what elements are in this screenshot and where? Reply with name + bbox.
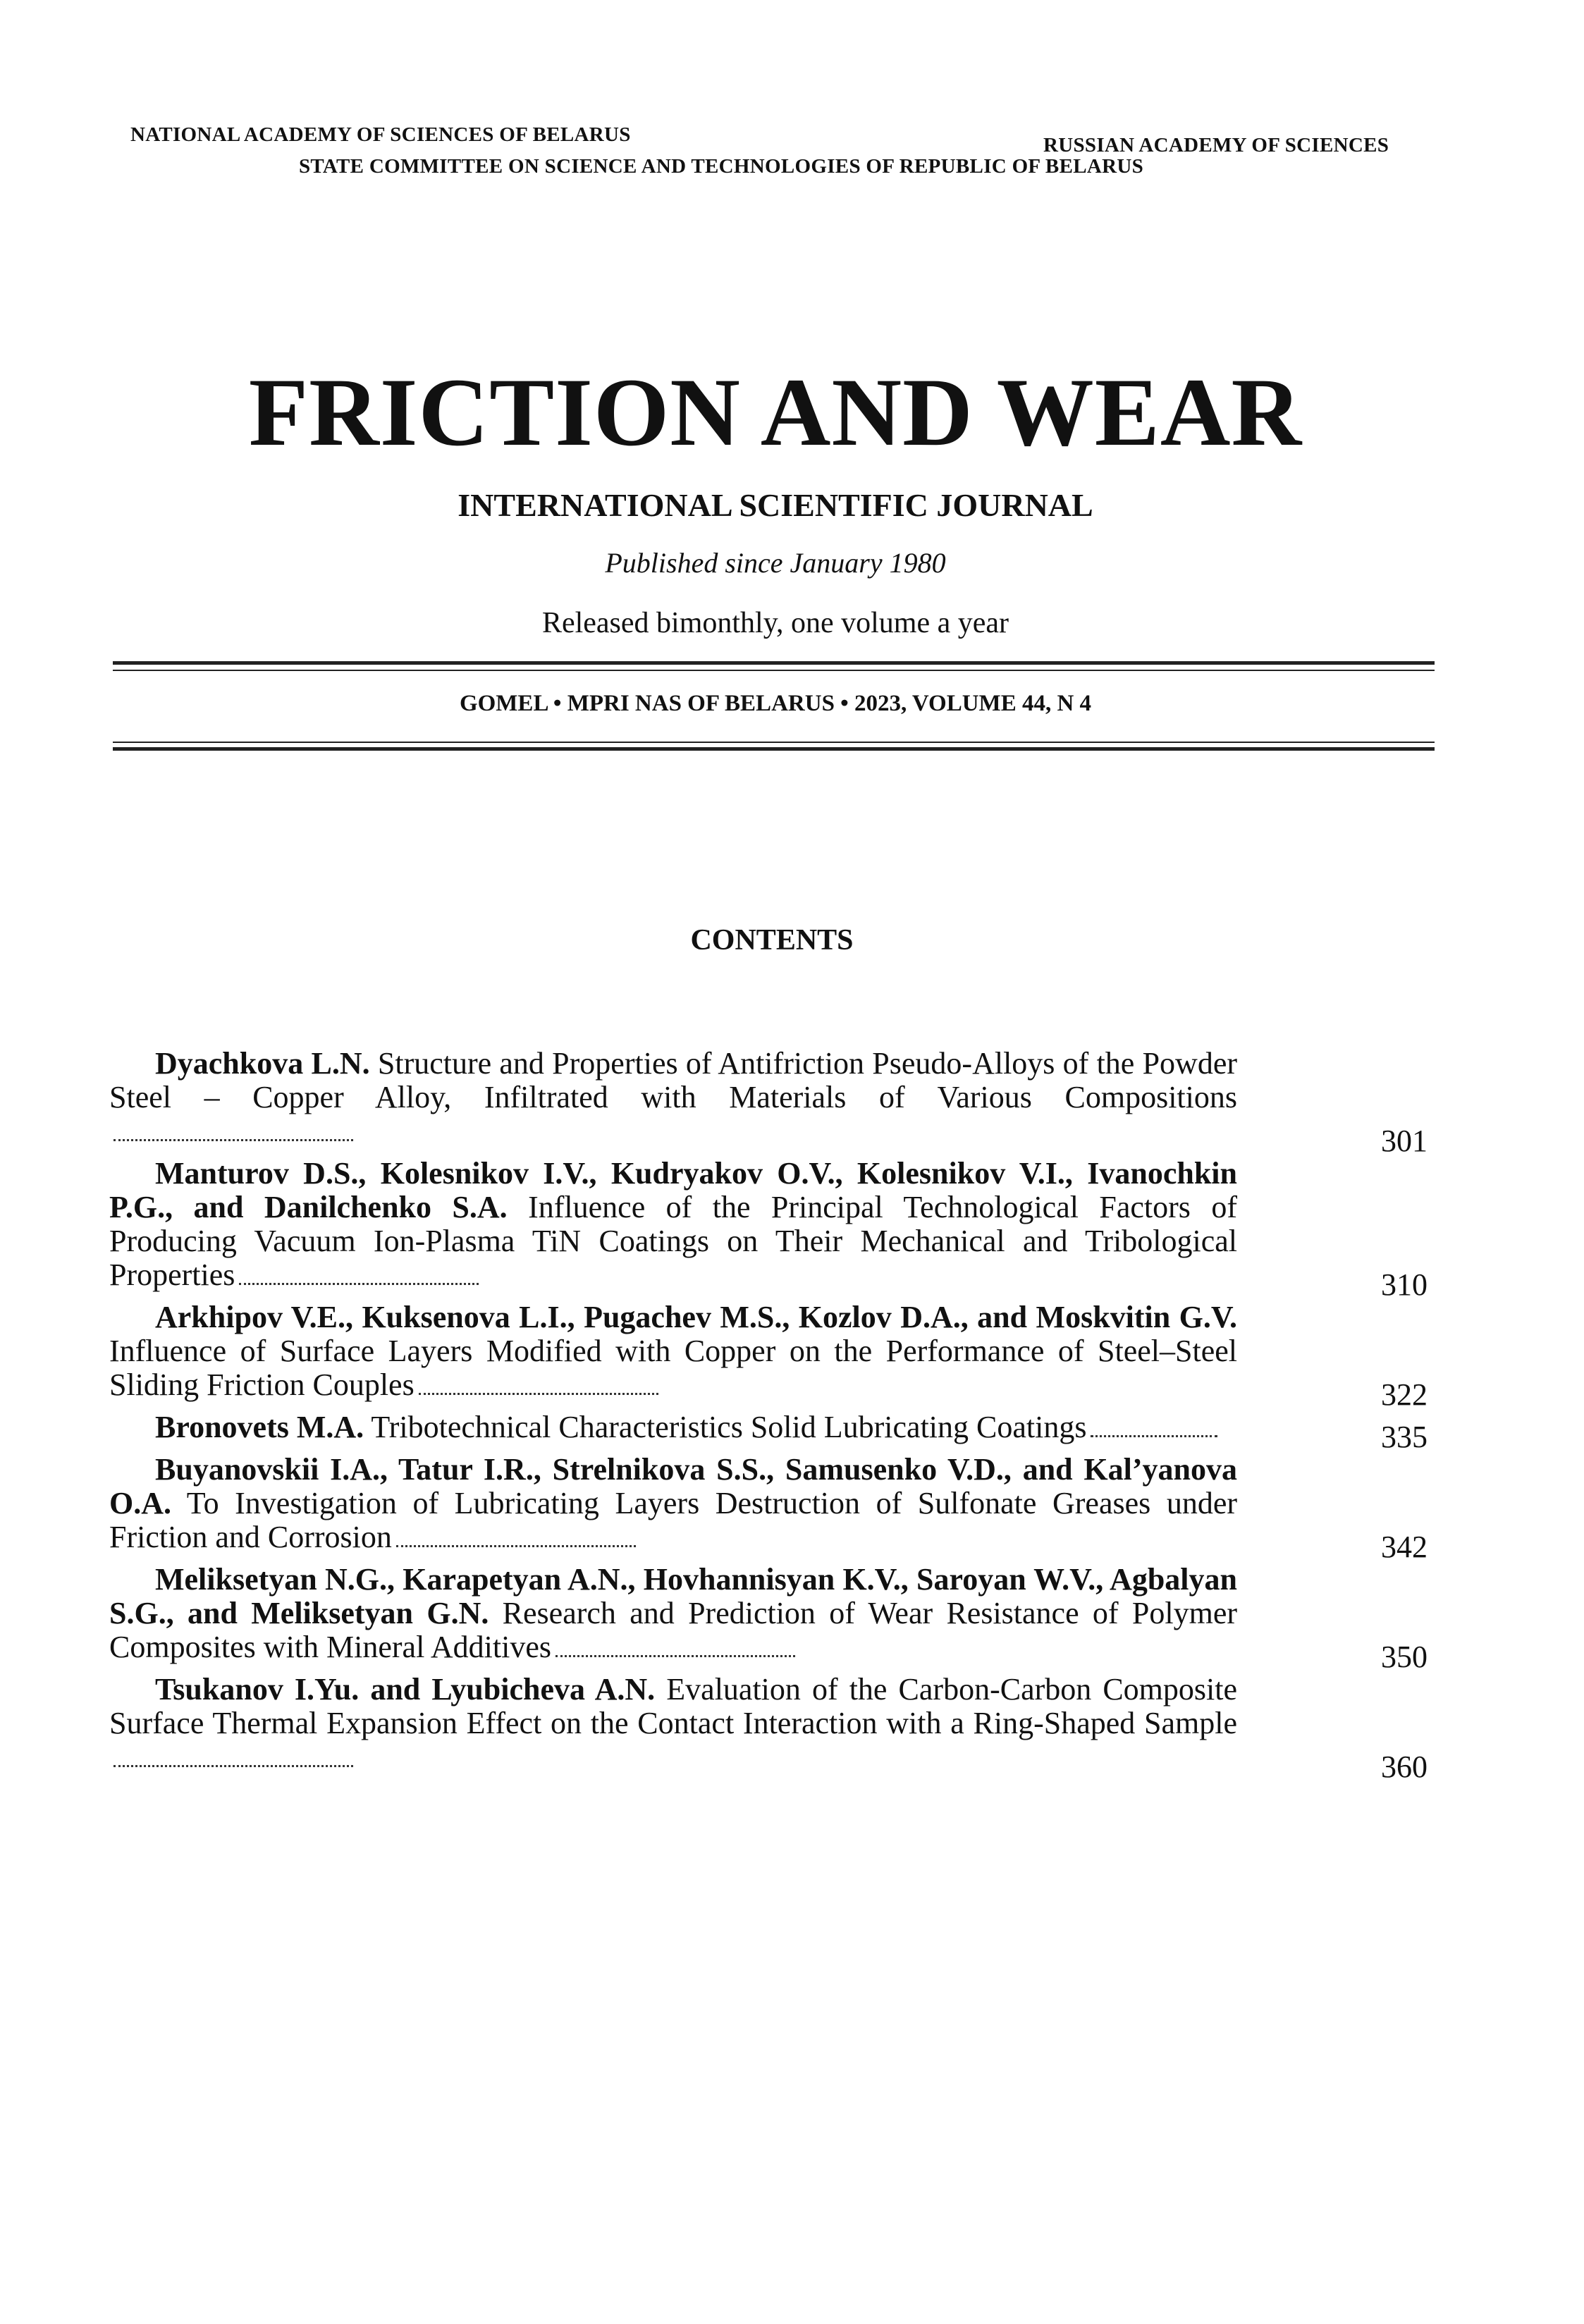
toc-entry[interactable] — [109, 1562, 1449, 1674]
toc-entry[interactable] — [109, 1672, 1449, 1784]
header-left-organization: NATIONAL ACADEMY OF SCIENCES OF BELARUS — [130, 123, 631, 146]
entry-page: 360 — [1381, 1750, 1428, 1784]
bottom-rule-thin — [113, 742, 1435, 743]
entry-page: 322 — [1381, 1377, 1428, 1412]
bottom-rule-thick — [113, 747, 1435, 751]
journal-frequency: Released bimonthly, one volume a year — [541, 607, 1009, 639]
contents-heading: CONTENTS — [690, 924, 854, 957]
header-right-organization: RUSSIAN ACADEMY OF SCIENCES — [1043, 134, 1389, 156]
entry-authors: Buyanovskii I.A., Tatur I.R., Strelnikova S.S., Samusenko V.D., and Kal’yanova O.A. — [109, 1452, 1237, 1520]
top-rule-thin — [113, 670, 1435, 671]
entry-title: Research and Prediction of Wear Resistance of Polymer Composites with Mineral Additives — [109, 1596, 1238, 1664]
entry-authors: Meliksetyan N.G., Karapetyan A.N., Hovhannisyan K.V., Saroyan W.V., Agbalyan S.G., and Meliksetyan G.N. — [109, 1562, 1237, 1630]
entry-title: Influence of the Principal Technological Factors of Producing Vacuum Ion-Plasma TiN Coatings on Their Mechanical and Tribological Properties — [109, 1190, 1237, 1292]
journal-since: Published since January 1980 — [605, 547, 946, 579]
entry-page: 350 — [1381, 1640, 1428, 1674]
top-rule-thick — [113, 661, 1435, 665]
toc-entry[interactable] — [109, 1300, 1449, 1412]
dot-leader — [1091, 1435, 1217, 1437]
entry-page: 301 — [1381, 1124, 1428, 1158]
entry-authors: Dyachkova L.N. — [155, 1046, 370, 1081]
toc-entry[interactable] — [109, 1046, 1449, 1158]
dot-leader — [113, 1139, 353, 1141]
toc-entry[interactable] — [109, 1410, 1449, 1454]
entry-page: 342 — [1381, 1530, 1428, 1564]
journal-subtitle: INTERNATIONAL SCIENTIFIC JOURNAL — [458, 487, 1093, 523]
entry-page: 310 — [1381, 1267, 1428, 1302]
toc-entry[interactable] — [109, 1452, 1449, 1564]
entry-page: 335 — [1381, 1420, 1428, 1454]
dot-leader — [113, 1765, 353, 1767]
dot-leader — [239, 1283, 479, 1285]
entry-title: Tribotechnical Characteristics Solid Lubricating Coatings — [371, 1410, 1087, 1444]
entry-authors: Arkhipov V.E., Kuksenova L.I., Pugachev M.S., Kozlov D.A., and Moskvitin G.V. — [155, 1300, 1237, 1334]
entry-title: Structure and Properties of Antifriction Pseudo-Alloys of the Powder Steel – Copper Alloy, Infiltrated with Materials of Various Compositions — [109, 1046, 1237, 1114]
entry-authors: Tsukanov I.Yu. and Lyubicheva A.N. — [155, 1672, 656, 1707]
dot-leader — [419, 1393, 658, 1395]
entry-authors: Manturov D.S., Kolesnikov I.V., Kudryakov O.V., Kolesnikov V.I., Ivanochkin P.G., and Danilchenko S.A. — [109, 1156, 1237, 1224]
entry-title: Influence of Surface Layers Modified with Copper on the Performance of Steel–Steel Sliding Friction Couples — [109, 1334, 1237, 1402]
entry-title: To Investigation of Lubricating Layers Destruction of Sulfonate Greases under Friction and Corrosion — [109, 1486, 1238, 1554]
toc-entry[interactable] — [109, 1156, 1449, 1302]
header-center-organization: STATE COMMITTEE ON SCIENCE AND TECHNOLOGIES OF REPUBLIC OF BELARUS — [299, 155, 1144, 178]
dot-leader — [396, 1545, 636, 1547]
entry-authors: Bronovets M.A. — [155, 1410, 364, 1444]
journal-title: FRICTION AND WEAR — [248, 358, 1303, 466]
journal-imprint: GOMEL • MPRI NAS OF BELARUS • 2023, VOLUME 44, N 4 — [459, 691, 1092, 716]
table-of-contents — [109, 1047, 1449, 1783]
entry-title: Evaluation of the Carbon-Carbon Composite Surface Thermal Expansion Effect on the Contact Interaction with a Ring-Shaped Sample — [109, 1672, 1238, 1740]
dot-leader — [555, 1655, 795, 1657]
